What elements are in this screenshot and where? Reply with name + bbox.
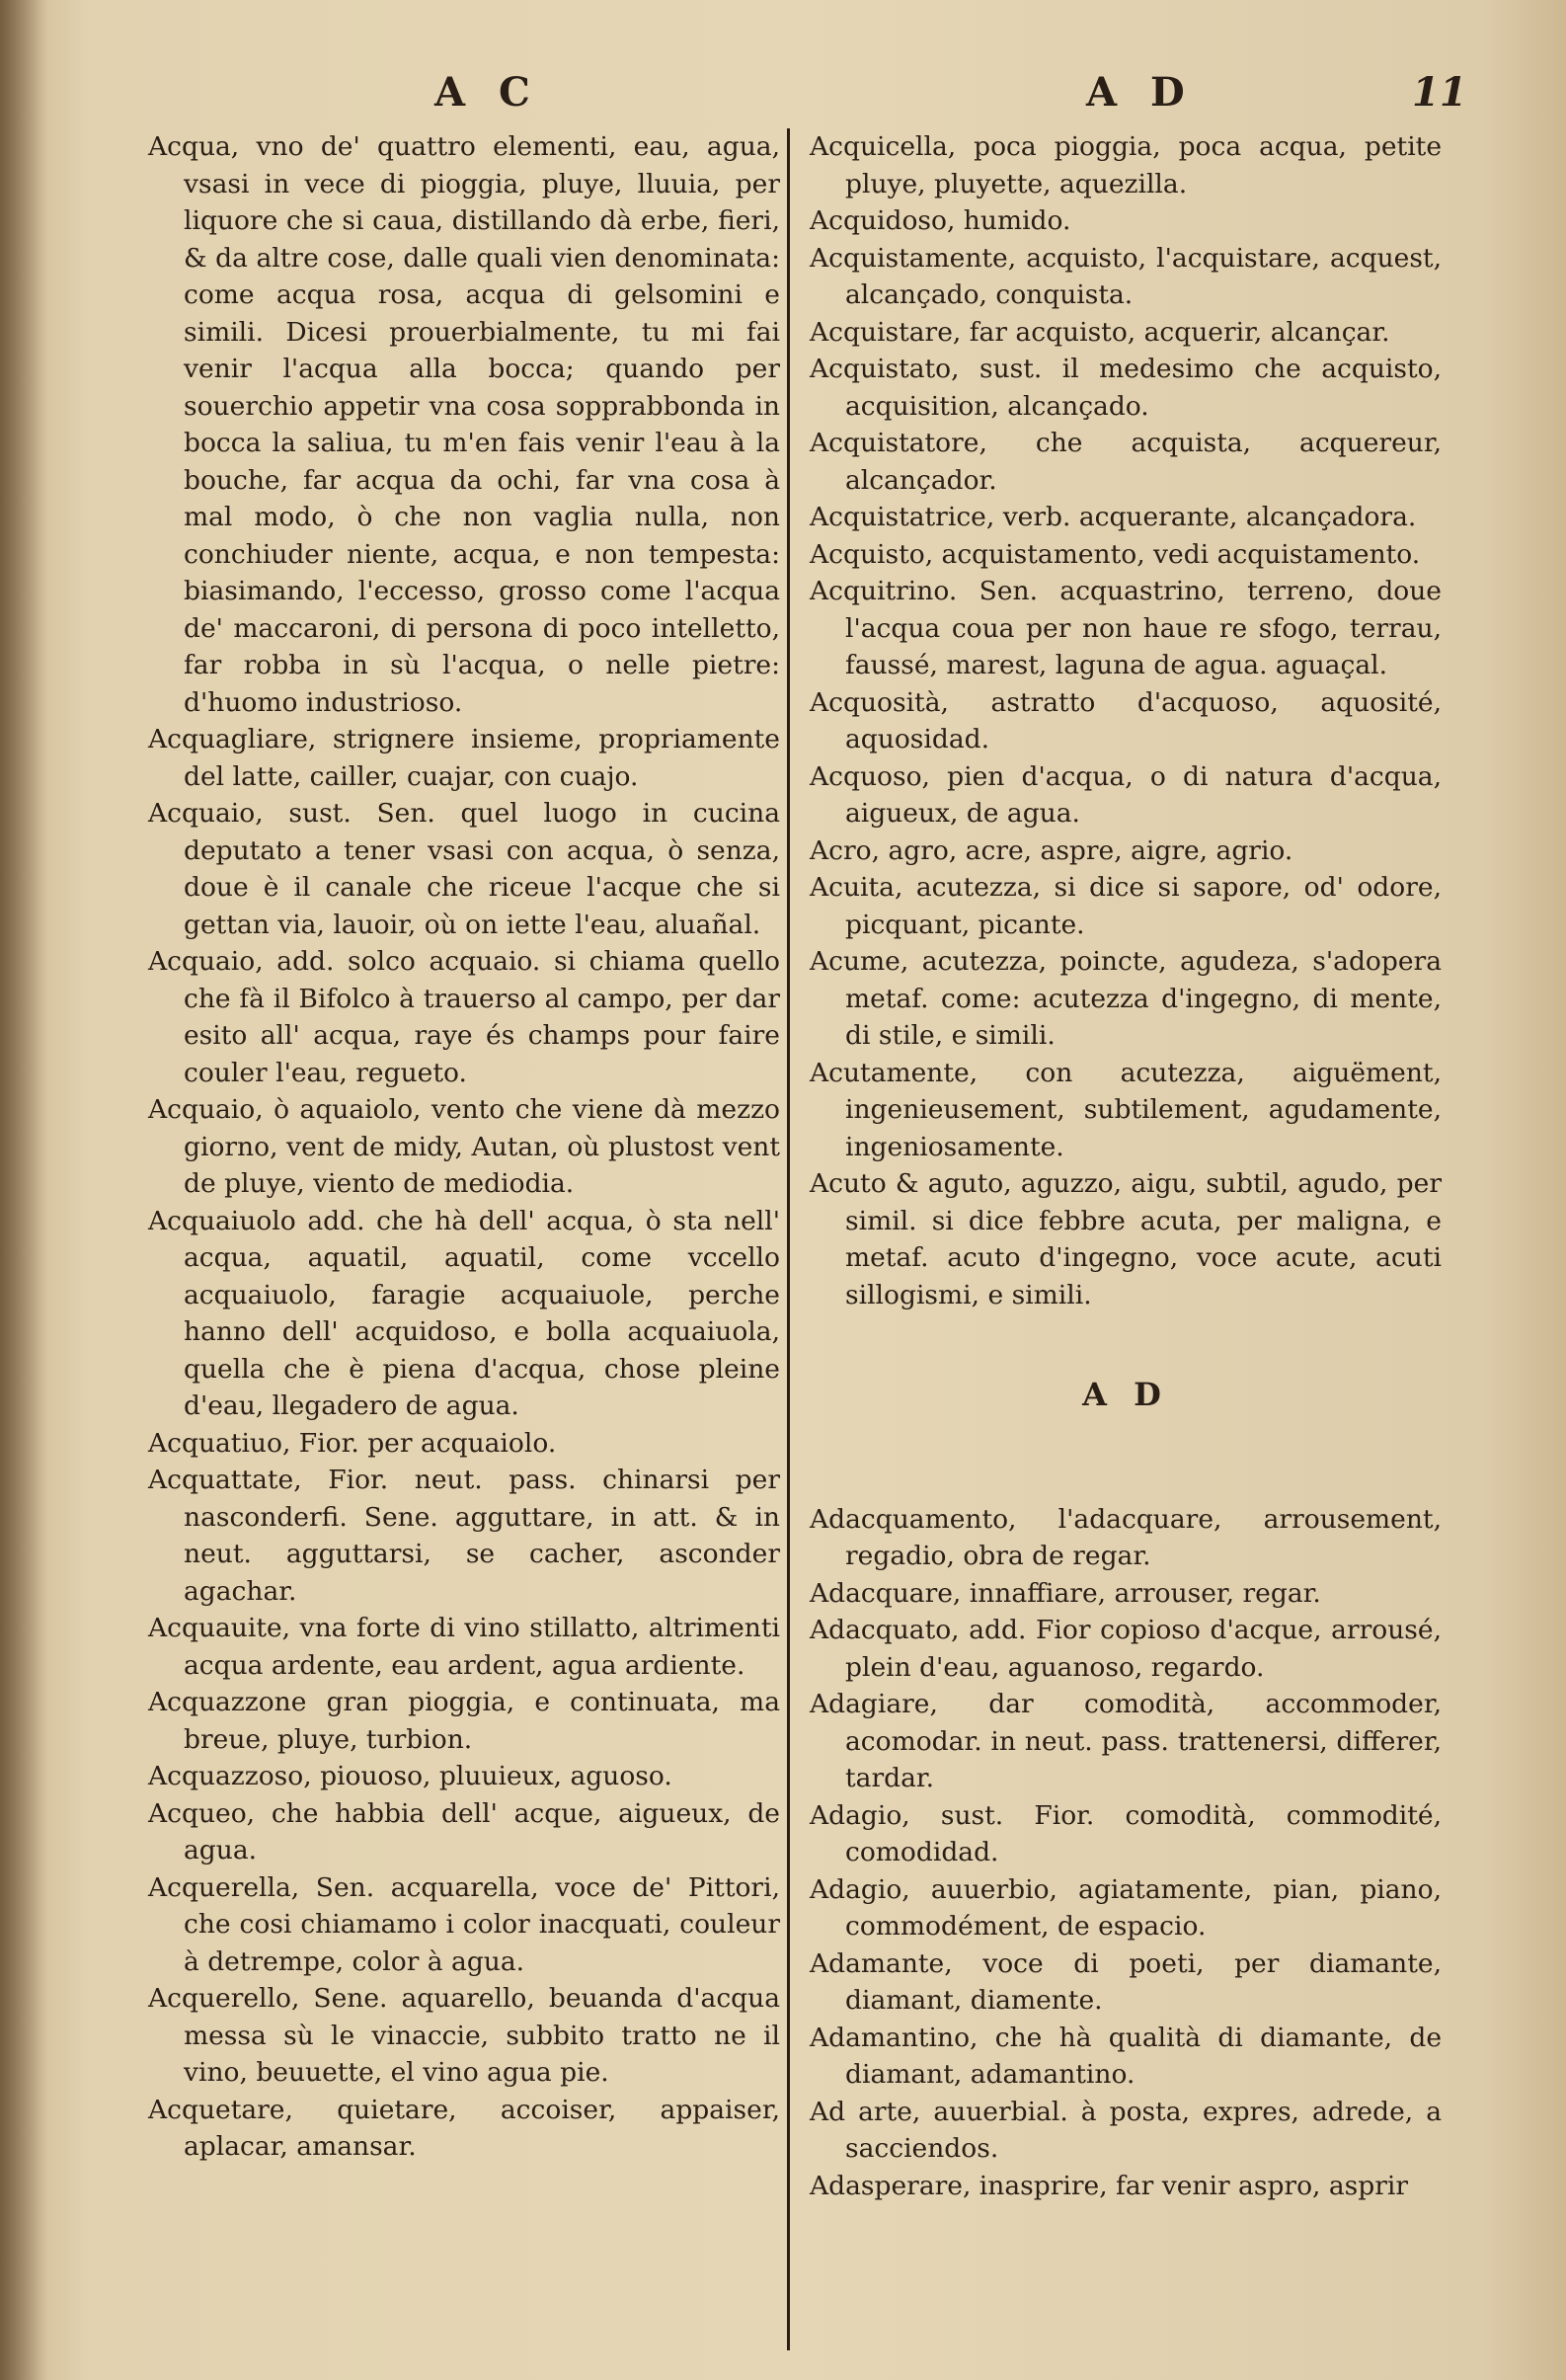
page-number: 11 — [1412, 69, 1467, 116]
dictionary-entry: Adacquato, add. Fior copioso d'acque, arrousé, plein d'eau, aguanoso, regardo. — [810, 1615, 1442, 1683]
left-running-head: A C — [434, 69, 540, 116]
dictionary-entry: Acquazzoso, piouoso, pluuieux, aguoso. — [148, 1761, 672, 1791]
dictionary-entry: Adacquamento, l'adacquare, arrousement, regadio, obra de regar. — [810, 1503, 1442, 1571]
dictionary-entry: Acquoso, pien d'acqua, o di natura d'acqua, aigueux, de agua. — [810, 760, 1442, 829]
dictionary-entry: Adagiare, dar comodità, accommoder, acomodar. in neut. pass. trattenersi, differer, tardar. — [810, 1689, 1442, 1793]
dictionary-entry: Acquaio, sust. Sen. quel luogo in cucina deputato a tener vsasi con acqua, ò senza, doue è il canale che riceue l'acque che si gettan via, lauoir, où on iette l'eau, aluañal. — [148, 798, 780, 940]
dictionary-entry: Acquerello, Sene. aquarello, beuanda d'acqua messa sù le vinaccie, subbito tratto ne il vino, beuuette, el vino agua pie. — [148, 1983, 780, 2088]
binding-shadow — [0, 0, 47, 2380]
right-column — [810, 128, 1442, 2204]
dictionary-entry: Acquaio, ò aquaiolo, vento che viene dà mezzo giorno, vent de midy, Autan, où plustost vent de pluye, viento de mediodia. — [148, 1094, 780, 1199]
column-divider — [787, 128, 790, 2350]
left-column — [148, 128, 780, 2166]
dictionary-entry: Acquistare, far acquisto, acquerir, alcançar. — [810, 316, 1390, 348]
dictionary-entry: Acquauite, vna forte di vino stillatto, altrimenti acqua ardente, eau ardent, agua ardiente. — [148, 1613, 780, 1681]
dictionary-entry: Adasperare, inasprire, far venir aspro, asprir — [810, 2170, 1409, 2201]
dictionary-entry: Acquetare, quietare, accoiser, appaiser, aplacar, amansar. — [148, 2094, 780, 2162]
dictionary-entry: Acqua, vno de' quattro elementi, eau, agua, vsasi in vece di pioggia, pluye, lluuia, per liquore che si caua, distillando dà erbe, fieri, & da altre cose, dalle quali vien denominata: come acqua rosa, acqua di gelsomini e simili. Dicesi prouerbialmente, tu mi fai venir l'acqua alla bocca; quando per souerchio appetir vna cosa sopprabbonda in bocca la saliua, tu m'en fais venir l'eau à la bouche, far acqua da ochi, far vna cosa à mal modo, ò che non vaglia nulla, non conchiuder niente, acqua, e non tempesta: biasimando, l'eccesso, grosso come l'acqua de' maccaroni, di persona di poco intelletto, far robba in sù l'acqua, o nelle pietre: d'huomo industrioso. — [148, 131, 780, 718]
dictionary-entry: Adacquare, innaffiare, arrouser, regar. — [810, 1577, 1321, 1609]
dictionary-entry: Acquazzone gran pioggia, e continuata, ma breue, pluye, turbion. — [148, 1687, 780, 1755]
dictionary-entry: Acquosità, astratto d'acquoso, aquosité, aquosidad. — [810, 686, 1442, 754]
dictionary-entry: Ad arte, auuerbial. à posta, expres, adrede, a sacciendos. — [810, 2096, 1442, 2164]
dictionary-entry: Adamante, voce di poeti, per diamante, diamant, diamente. — [810, 1947, 1442, 2016]
dictionary-entry: Acquistatore, che acquista, acquereur, alcançador. — [810, 428, 1442, 496]
dictionary-entry: Acquidoso, humido. — [810, 205, 1071, 236]
dictionary-entry: Adagio, auuerbio, agiatamente, pian, piano, commodément, de espacio. — [810, 1873, 1442, 1942]
right-running-head: A D — [1086, 69, 1195, 116]
dictionary-entry: Acuita, acutezza, si dice si sapore, od' odore, picquant, picante. — [810, 872, 1442, 940]
dictionary-entry: Acquistamente, acquisto, l'acquistare, acquest, alcançado, conquista. — [810, 242, 1442, 310]
dictionary-entry: Acquitrino. Sen. acquastrino, terreno, doue l'acqua coua per non haue re sfogo, terrau, faussé, marest, laguna de agua. aguaçal. — [810, 576, 1442, 680]
dictionary-entry: Acquaio, add. solco acquaio. si chiama quello che fà il Bifolco à trauerso al campo, per dar esito all' acqua, raye és champs pour faire couler l'eau, regueto. — [148, 946, 780, 1088]
dictionary-entry: Acquistatrice, verb. acquerante, alcançadora. — [810, 502, 1417, 532]
dictionary-entry: Acquagliare, strignere insieme, propriamente del latte, cailler, cuajar, con cuajo. — [148, 724, 780, 792]
dictionary-entry: Acume, acutezza, poincte, agudeza, s'adopera metaf. come: acutezza d'ingegno, di mente, di stile, e simili. — [810, 946, 1442, 1051]
dictionary-entry: Acquaiuolo add. che hà dell' acqua, ò sta nell' acqua, aquatil, aquatil, come vccello acquaiuolo, faragie acquaiuole, perche hanno dell' acquidoso, e bolla acquaiuola, quella che è piena d'acqua, chose pleine d'eau, llegadero de agua. — [148, 1205, 780, 1421]
dictionary-entry: Adamantino, che hà qualità di diamante, de diamant, adamantino. — [810, 2022, 1442, 2090]
dictionary-entry: Acquicella, poca pioggia, poca acqua, petite pluye, pluyette, aquezilla. — [810, 131, 1442, 199]
dictionary-entry: Acuto & aguto, aguzzo, aigu, subtil, agudo, per simil. si dice febbre acuta, per maligna, e metaf. acuto d'ingegno, voce acute, acuti sillogismi, e simili. — [810, 1168, 1442, 1310]
page-header — [0, 69, 1566, 128]
dictionary-entry: Acquatiuo, Fior. per acquaiolo. — [148, 1427, 557, 1459]
dictionary-entry: Acquattate, Fior. neut. pass. chinarsi per nasconderfi. Sene. agguttare, in att. & in neut. agguttarsi, se cacher, asconder agachar. — [148, 1465, 780, 1607]
dictionary-entry: Acro, agro, acre, aspre, aigre, agrio. — [810, 834, 1293, 866]
dictionary-entry: Adagio, sust. Fior. comodità, commodité, comodidad. — [810, 1799, 1442, 1867]
dictionary-entry: Acqueo, che habbia dell' acque, aigueux, de agua. — [148, 1797, 780, 1865]
dictionary-entry: Acquerella, Sen. acquarella, voce de' Pittori, che cosi chiamamo i color inacquati, couleur à detrempe, color à agua. — [148, 1871, 780, 1977]
section-heading-ad: A D — [1082, 1376, 1169, 1413]
dictionary-entry: Acquisto, acquistamento, vedi acquistamento. — [810, 538, 1421, 570]
dictionary-entry: Acquistato, sust. il medesimo che acquisto, acquisition, alcançado. — [810, 354, 1442, 422]
dictionary-entry: Acutamente, con acutezza, aiguëment, ingenieusement, subtilement, agudamente, ingeniosamente. — [810, 1057, 1442, 1162]
